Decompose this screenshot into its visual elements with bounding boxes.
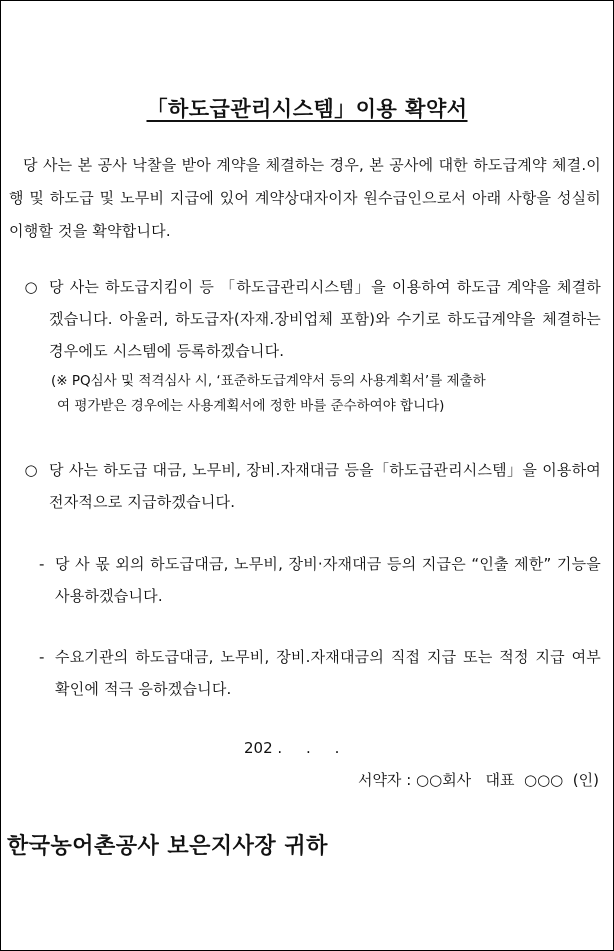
sub-item-2-text: 수요기관의 하도급대금, 노무비, 장비.자재대금의 직접 지급 또는 적정 지급 여부 확인에 적극 응하겠습니다. [55, 648, 601, 698]
pledge-note-line-1: (※ PQ심사 및 적격심사 시, ‘표준하도급계약서 등의 사용계획서’를 제출하 [51, 373, 486, 389]
pledge-item-2-text: 당 사는 하도급 대금, 노무비, 장비.자재대금 등을「하도급관리시스템」을 이용하여 전자적으로 지급하겠습니다. [49, 461, 601, 511]
circle-bullet-icon: ○ [24, 461, 38, 479]
pledge-item-1 [21, 271, 601, 367]
pledge-item-2 [21, 454, 601, 518]
document-title-text: 「하도급관리시스템」이용 확약서 [146, 97, 468, 121]
date-line: 202 . . . [244, 739, 340, 757]
sub-item-2 [39, 641, 601, 705]
signature-line: 서약자 : ○○회사 대표 ○○○ (인) [357, 771, 599, 789]
intro-paragraph: 당 사는 본 공사 낙찰을 받아 계약을 체결하는 경우, 본 공사에 대한 하도급계약 체결.이행 및 하도급 및 노무비 지급에 있어 계약상대자이자 원수급인으로서 아래 사항을 성실히 이행할 것을 확약합니다. [9, 156, 601, 240]
pledge-item-1-text: 당 사는 하도급지킴이 등 「하도급관리시스템」을 이용하여 하도급 계약을 체결하겠습니다. 아울러, 하도급자(자재.장비업체 포함)와 수기로 하도급계약을 체결하는 경우에도 시스템에 등록하겠습니다. [49, 278, 601, 360]
dash-bullet-icon: - [39, 555, 45, 573]
document-title [1, 93, 613, 123]
pledge-item-1-note [51, 369, 601, 419]
pledge-note-line-2: 여 평가받은 경우에는 사용계획서에 정한 바를 준수하여야 합니다) [57, 398, 445, 414]
sub-item-1 [39, 548, 601, 612]
recipient-line: 한국농어촌공사 보은지사장 귀하 [7, 834, 328, 859]
sub-item-1-text: 당 사 몫 외의 하도급대금, 노무비, 장비·자재대금 등의 지급은 “인출 제한” 기능을 사용하겠습니다. [55, 555, 601, 605]
dash-bullet-icon: - [39, 648, 45, 666]
circle-bullet-icon: ○ [24, 278, 38, 296]
